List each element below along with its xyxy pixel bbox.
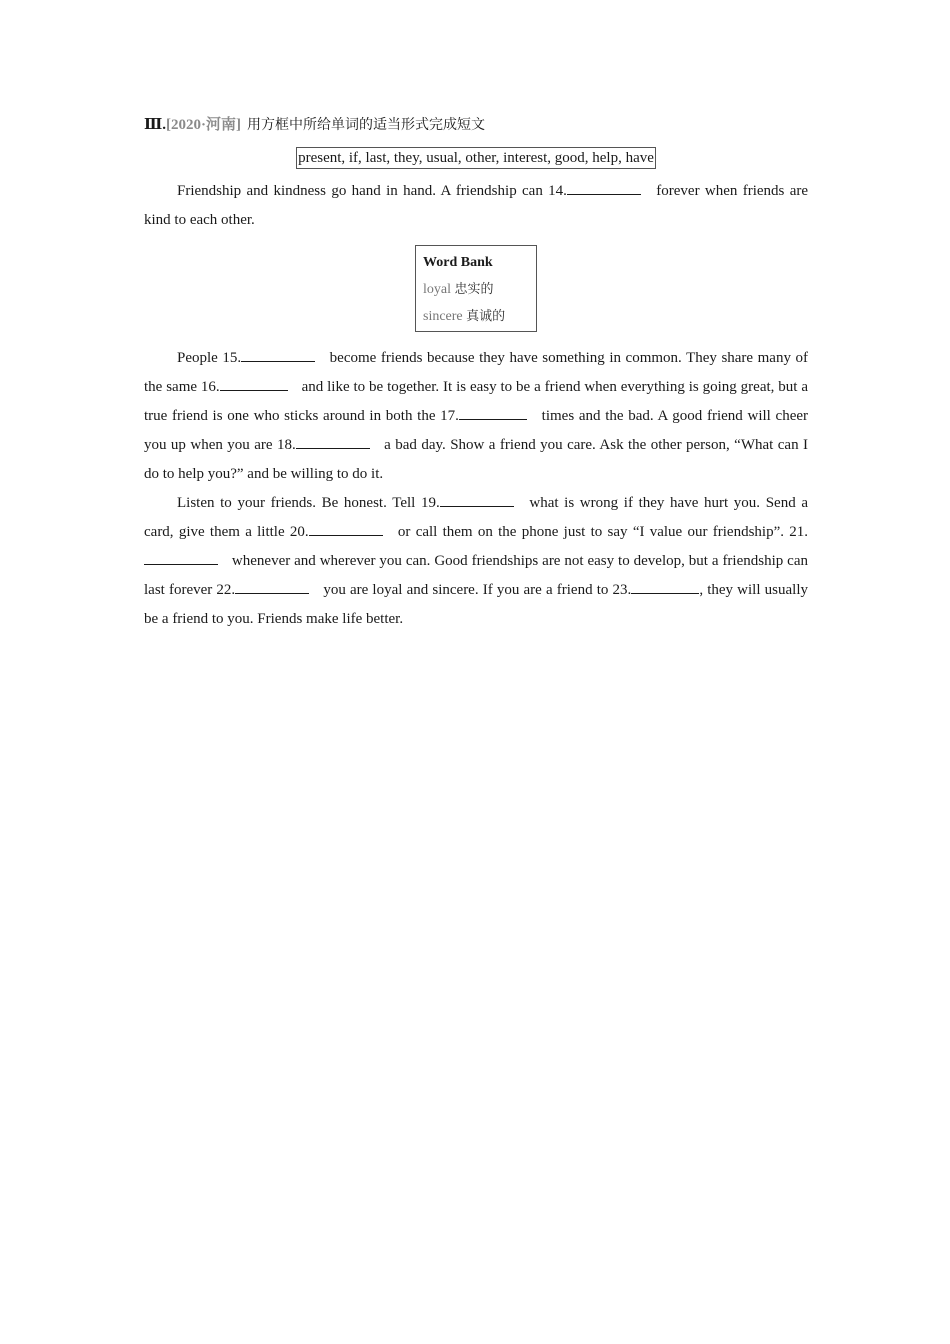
- text-segment: what is wrong if they have hurt you. Send a card, give them a little 20.: [144, 495, 808, 540]
- text-segment: or call them on the phone just to say “I value our friendship”. 21.: [397, 524, 809, 540]
- word-bank-word: sincere: [423, 309, 463, 324]
- blank-14[interactable]: [567, 181, 641, 195]
- blank-22[interactable]: [235, 580, 309, 594]
- text-segment: become friends because they have something in common. They share many of the same 16.: [144, 350, 809, 395]
- blank-16[interactable]: [220, 377, 288, 391]
- paragraph-1: [144, 177, 808, 235]
- blank-18[interactable]: [296, 435, 370, 449]
- word-bank-entry: [423, 303, 524, 330]
- word-bank-meaning: 忠实的: [454, 282, 494, 297]
- blank-15[interactable]: [241, 348, 315, 362]
- paragraph-3: [144, 489, 808, 634]
- word-bank-box: [415, 245, 537, 332]
- exercise-section: [144, 113, 808, 634]
- text-segment: a bad day. Show a friend you care. Ask the other person, “What can I do to help you?” and be willing to do it.: [144, 437, 808, 482]
- word-box: present, if, last, they, usual, other, interest, good, help, have: [296, 147, 656, 169]
- blank-21[interactable]: [144, 551, 218, 565]
- section-heading: [144, 113, 808, 139]
- text-segment: , they will usually be a friend to you. Friends make life better.: [144, 582, 808, 627]
- word-bank-meaning: 真诚的: [466, 309, 506, 324]
- text-segment: People 15.: [177, 350, 242, 366]
- text-segment: Listen to your friends. Be honest. Tell 19.: [177, 495, 440, 511]
- blank-19[interactable]: [440, 493, 514, 507]
- text-segment: you are loyal and sincere. If you are a friend to 23.: [323, 582, 632, 598]
- word-bank-word: loyal: [423, 282, 451, 297]
- text-segment: times and the bad. A good friend will cheer you up when you are 18.: [144, 408, 808, 453]
- blank-17[interactable]: [459, 406, 527, 420]
- word-bank-entry: [423, 276, 524, 303]
- text-segment: forever when friends are kind to each other.: [144, 183, 809, 228]
- word-bank-title: Word Bank: [423, 255, 493, 270]
- paragraph-2: [144, 344, 808, 489]
- word-box-row: [144, 147, 808, 171]
- section-number: Ⅲ.: [144, 117, 167, 133]
- text-segment: Friendship and kindness go hand in hand. A friendship can 14.: [177, 183, 567, 199]
- text-segment: and like to be together. It is easy to be a friend when everything is going great, but a true friend is one who sticks around in both the 17.: [144, 379, 808, 424]
- section-instruction: 用方框中所给单词的适当形式完成短文: [247, 117, 486, 133]
- blank-20[interactable]: [309, 522, 383, 536]
- blank-23[interactable]: [631, 580, 699, 594]
- word-bank-row: [144, 245, 808, 331]
- text-segment: whenever and wherever you can. Good friendships are not easy to develop, but a friendship can last forever 22.: [144, 553, 808, 598]
- section-source: [2020·河南]: [166, 117, 242, 133]
